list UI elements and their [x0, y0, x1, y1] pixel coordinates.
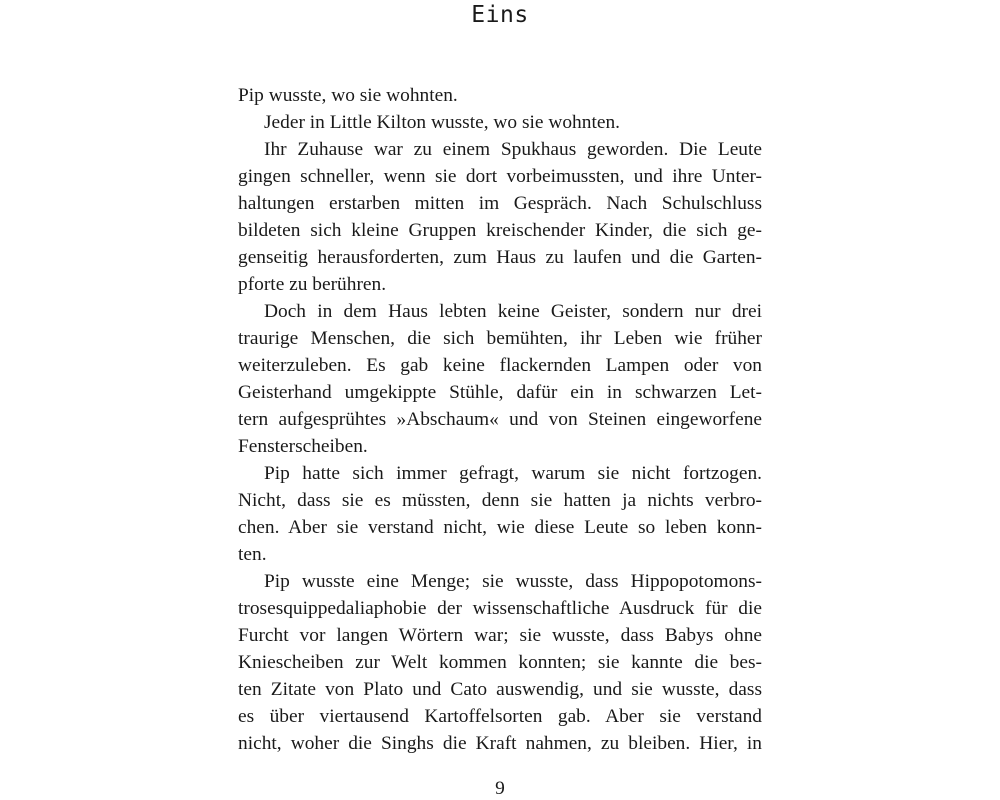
- text-line: weiterzuleben. Es gab keine flackernden Lampen oder von: [238, 355, 762, 376]
- text-line: Nicht, dass sie es müssten, denn sie hatten ja nichts verbro-: [238, 490, 762, 511]
- text-line: gingen schneller, wenn sie dort vorbeimussten, und ihre Unter-: [238, 166, 762, 187]
- text-line: bildeten sich kleine Gruppen kreischender Kinder, die sich ge-: [238, 220, 762, 241]
- text-line: Kniescheiben zur Welt kommen konnten; sie kannte die bes-: [238, 652, 762, 673]
- page-number: 9: [495, 778, 505, 799]
- body-text: [238, 82, 762, 757]
- text-line: Jeder in Little Kilton wusste, wo sie wohnten.: [264, 112, 620, 133]
- text-line: Fensterscheiben.: [238, 436, 368, 457]
- text-line: Ihr Zuhause war zu einem Spukhaus geworden. Die Leute: [264, 139, 762, 160]
- text-line: ten.: [238, 544, 267, 565]
- text-line: ten Zitate von Plato und Cato auswendig, und sie wusste, dass: [238, 679, 762, 700]
- text-line: Furcht vor langen Wörtern war; sie wusste, dass Babys ohne: [238, 625, 762, 646]
- text-line: Pip wusste, wo sie wohnten.: [238, 85, 458, 106]
- text-line: pforte zu berühren.: [238, 274, 387, 295]
- text-line: chen. Aber sie verstand nicht, wie diese Leute so leben konn-: [238, 517, 762, 538]
- text-line: nicht, woher die Singhs die Kraft nahmen, zu bleiben. Hier, in: [238, 733, 762, 754]
- text-line: genseitig herausforderten, zum Haus zu laufen und die Garten-: [238, 247, 762, 268]
- text-line: Pip wusste eine Menge; sie wusste, dass Hippopotomons-: [264, 571, 762, 592]
- text-line: Pip hatte sich immer gefragt, warum sie nicht fortzogen.: [264, 463, 762, 484]
- text-line: es über viertausend Kartoffelsorten gab. Aber sie verstand: [238, 706, 762, 727]
- text-line: haltungen erstarben mitten im Gespräch. Nach Schulschluss: [238, 193, 762, 214]
- text-line: Geisterhand umgekippte Stühle, dafür ein in schwarzen Let-: [238, 382, 762, 403]
- text-line: Doch in dem Haus lebten keine Geister, sondern nur drei: [264, 301, 762, 322]
- chapter-title: Eins: [471, 2, 529, 28]
- text-line: tern aufgesprühtes »Abschaum« und von Steinen eingeworfene: [238, 409, 762, 430]
- text-line: trosesquippedaliaphobie der wissenschaftliche Ausdruck für die: [238, 598, 762, 619]
- text-line: traurige Menschen, die sich bemühten, ihr Leben wie früher: [238, 328, 762, 349]
